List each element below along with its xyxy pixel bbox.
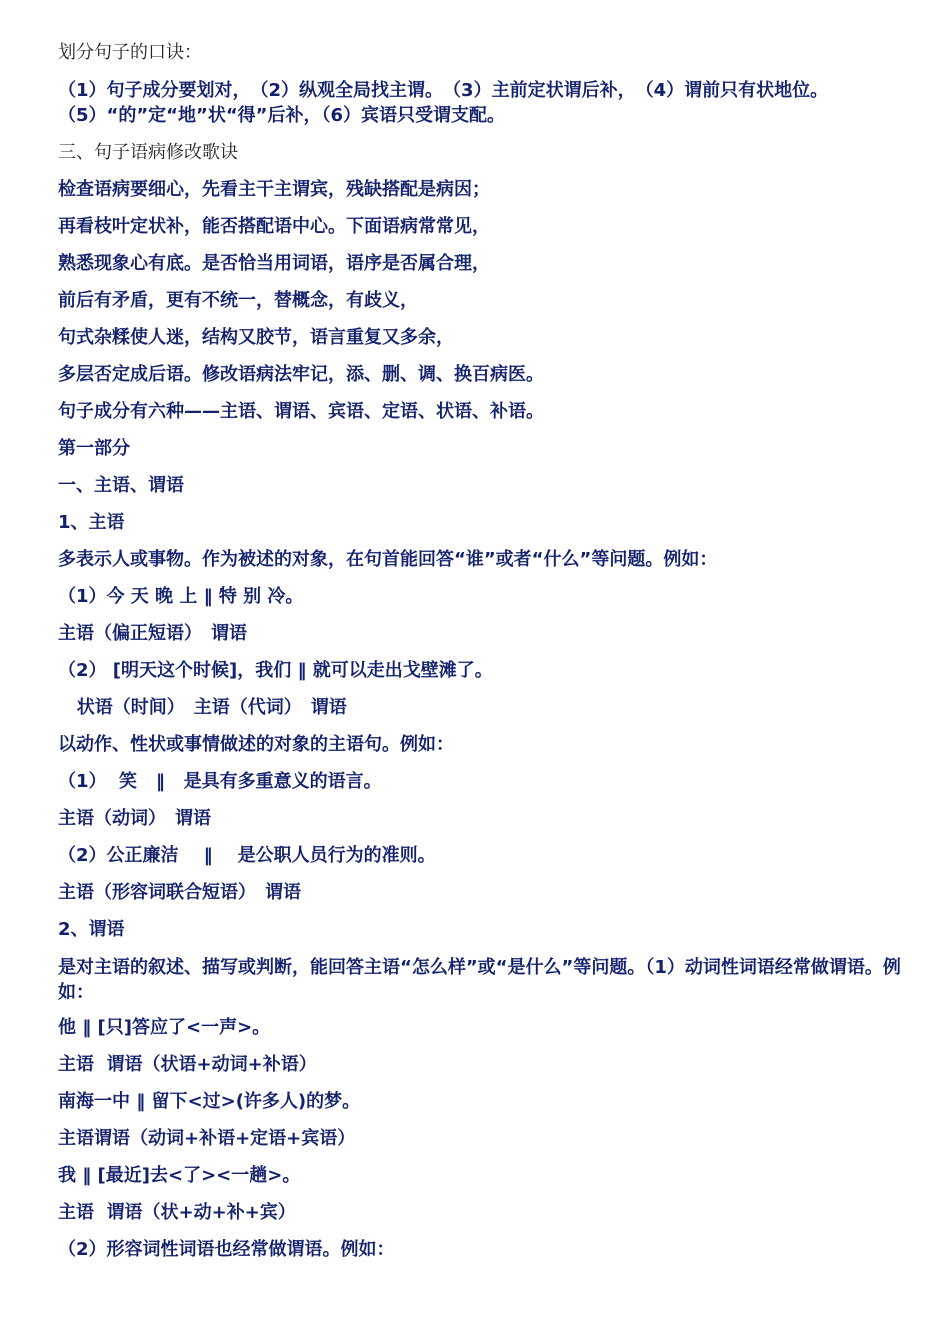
example-6: 南海一中 ‖ 留下<过>(许多人)的梦。 [58, 1091, 361, 1112]
verse-line-6: 多层否定成后语。修改语病法牢记，添、删、调、换百病医。 [58, 364, 544, 385]
verse-line-4: 前后有矛盾，更有不统一，替概念，有歧义， [58, 290, 418, 311]
example-4: （2）公正廉洁 ‖ 是公职人员行为的准则。 [58, 845, 436, 866]
example-7: 我 ‖ [最近]去<了><一趟>。 [58, 1165, 301, 1186]
example-1: （1）今 天 晚 上 ‖ 特 别 冷。 [58, 586, 304, 607]
verse-line-3: 熟悉现象心有底。是否恰当用词语，语序是否属合理， [58, 253, 490, 274]
mnemonic-rules: （1）句子成分要划对， （2）纵观全局找主谓。 （3）主前定状谓后补， （4）谓前只有状地位。（5）“的”定“地”状“得”后补，（6）宾语只受谓支配。 [58, 80, 829, 126]
example-5-analysis: 主语 谓语（状语+动词+补语） [58, 1054, 317, 1075]
predicate-definition: 是对主语的叙述、描写或判断，能回答主语“怎么样”或“是什么”等问题。（1）动词性词语经常做谓语。例如： [58, 957, 901, 1003]
adjective-predicate-note: （2）形容词性词语也经常做谓语。例如： [58, 1239, 395, 1260]
example-2-analysis: 状语（时间） 主语（代词） 谓语 [58, 697, 347, 718]
verse-line-2: 再看枝叶定状补，能否搭配语中心。下面语病常常见， [58, 216, 490, 237]
example-4-analysis: 主语（形容词联合短语） 谓语 [58, 882, 301, 903]
part-one-title: 第一部分 [58, 438, 130, 459]
example-3-analysis: 主语（动词） 谓语 [58, 808, 211, 829]
verse-line-5: 句式杂糅使人迷，结构又胶节，语言重复又多余， [58, 327, 454, 348]
subject-definition: 多表示人或事物。作为被述的对象，在句首能回答“谁”或者“什么”等问题。例如： [58, 549, 718, 570]
example-7-analysis: 主语 谓语（状+动+补+宾） [58, 1202, 296, 1223]
subsection-subject-predicate: 一、主语、谓语 [58, 475, 184, 496]
example-6-analysis: 主语谓语（动词+补语+定语+宾语） [58, 1128, 356, 1149]
subsection-predicate: 2、谓语 [58, 919, 125, 940]
example-1-analysis: 主语（偏正短语） 谓语 [58, 623, 247, 644]
action-subject-definition: 以动作、性状或事情做述的对象的主语句。例如： [58, 734, 454, 755]
subsection-subject: 1、主语 [58, 512, 125, 533]
section-title-error-correction: 三、句子语病修改歌诀 [58, 142, 238, 163]
example-2: （2） [明天这个时候]，我们 ‖ 就可以走出戈壁滩了。 [58, 660, 493, 681]
verse-line-1: 检查语病要细心，先看主干主谓宾，残缺搭配是病因； [58, 179, 490, 200]
example-3: （1） 笑 ‖ 是具有多重意义的语言。 [58, 771, 382, 792]
heading-mnemonic: 划分句子的口诀： [58, 42, 202, 63]
example-5: 他 ‖ [只]答应了<一声>。 [58, 1017, 271, 1038]
sentence-components-summary: 句子成分有六种——主语、谓语、宾语、定语、状语、补语。 [58, 401, 544, 422]
